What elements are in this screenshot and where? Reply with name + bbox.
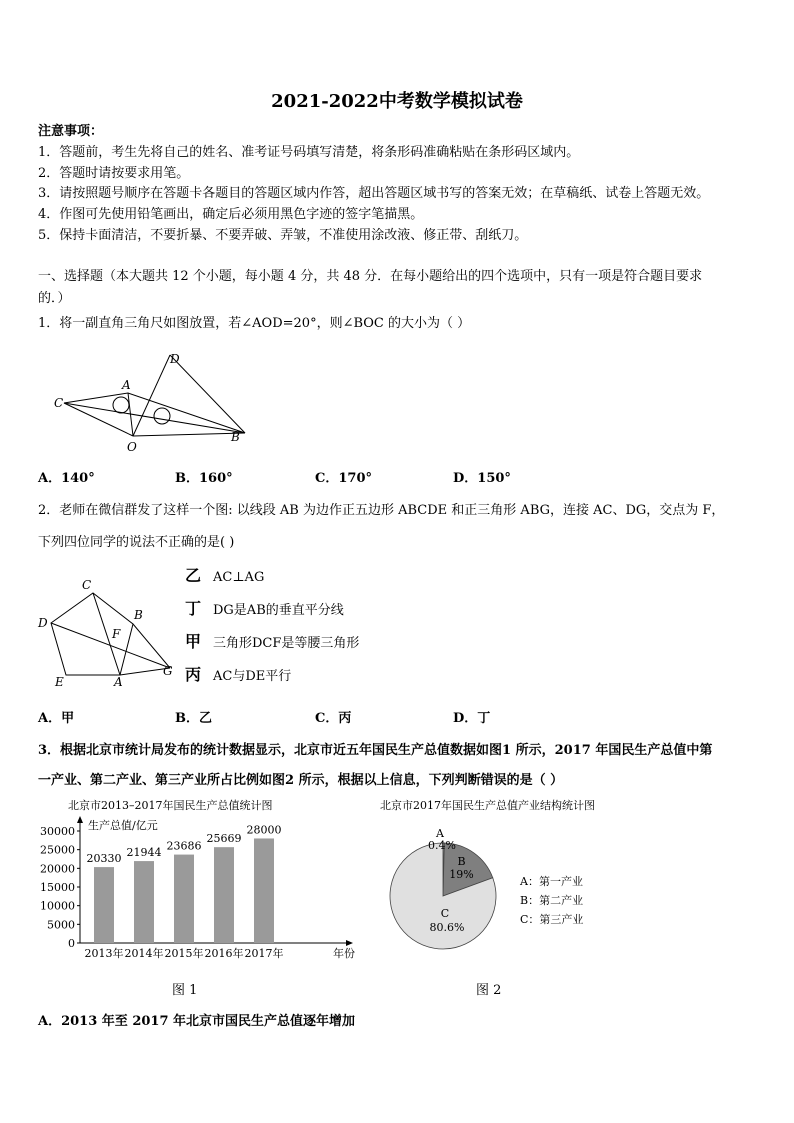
q1-option-b[interactable]: B．160° xyxy=(175,471,233,486)
q2-option-b[interactable]: B．乙 xyxy=(175,711,212,726)
bar xyxy=(254,838,274,943)
statement-bing xyxy=(185,662,291,685)
statement-yi xyxy=(185,563,264,586)
point-label-d: D xyxy=(38,616,48,630)
statement-jia xyxy=(185,629,359,652)
figure-2-caption: 图 2 xyxy=(476,983,502,998)
x-tick-label: 2017年 xyxy=(244,947,284,960)
question-3-text: 3．根据北京市统计局发布的统计数据显示，北京市近五年国民生产总值数据如图1 所示，2017 年国民生产总值中第 xyxy=(38,743,713,758)
slice-label: B xyxy=(457,855,466,869)
y-tick-label: 0 xyxy=(68,937,75,950)
point-label-d: D xyxy=(170,352,180,366)
notice-item: 4．作图可先使用铅笔画出，确定后必须用黑色字迹的签字笔描黑。 xyxy=(38,207,424,222)
point-label-a: A xyxy=(114,675,123,689)
figure-1-caption: 图 1 xyxy=(172,983,198,998)
q2-option-d[interactable]: D．丁 xyxy=(453,711,491,726)
bar xyxy=(214,847,234,943)
statement-name: 乙 xyxy=(185,566,202,585)
statement-name: 甲 xyxy=(185,632,202,651)
point-label-b: B xyxy=(231,430,240,444)
bar-value-label: 28000 xyxy=(246,823,282,837)
q1-option-d[interactable]: D．150° xyxy=(453,471,511,486)
q2-option-a[interactable]: A．甲 xyxy=(38,711,75,726)
y-tick-label: 25000 xyxy=(40,843,75,857)
bar xyxy=(174,855,194,943)
q2-option-c[interactable]: C．丙 xyxy=(315,711,352,726)
legend-entry: C：第三产业 xyxy=(520,913,584,926)
bar-value-label: 23686 xyxy=(166,839,202,853)
point-label-c: C xyxy=(82,578,92,592)
slice-label: A xyxy=(436,827,444,840)
point-label-e: E xyxy=(55,675,64,689)
point-label-c: C xyxy=(54,396,64,410)
notice-item: 5．保持卡面清洁，不要折暴、不要弄破、弄皱，不准使用涂改液、修正带、刮纸刀。 xyxy=(38,228,528,243)
x-tick-label: 2016年 xyxy=(204,947,244,960)
notice-heading: 注意事项： xyxy=(38,124,104,139)
bar-value-label: 21944 xyxy=(126,846,162,860)
question-1-text: 1．将一副直角三角尺如图放置，若∠AOD=20°，则∠BOC 的大小为（ ） xyxy=(38,316,471,331)
statement-text: AC⊥AG xyxy=(213,570,265,585)
slice-value-label: 80.6% xyxy=(429,921,465,934)
notice-item: 1．答题前，考生先将自己的姓名、准考证号码填写清楚，将条形码准确粘贴在条形码区域内。 xyxy=(38,145,580,160)
y-axis-arrow xyxy=(77,816,83,823)
statement-name: 丙 xyxy=(185,665,202,684)
page-title: 2021-2022中考数学模拟试卷 xyxy=(271,91,523,112)
q1-option-a[interactable]: A．140° xyxy=(38,471,95,486)
point-label-b: B xyxy=(134,608,143,622)
question-2-text: 2．老师在微信群发了这样一个图: 以线段 AB 为边作正五边形 ABCDE 和正三角形 ABG，连接 AC、DG，交点为 F， xyxy=(38,503,725,518)
section-heading-cont: 的．） xyxy=(38,291,71,306)
bar-value-label: 25669 xyxy=(206,832,242,846)
x-tick-label: 2013年 xyxy=(84,947,124,960)
slice-label: C xyxy=(440,907,450,920)
q2-pentagon-figure xyxy=(38,580,183,680)
slice-value-label: 19% xyxy=(449,868,474,882)
slice-value-label: 0.4% xyxy=(428,839,456,852)
statement-ding xyxy=(185,596,344,619)
bar xyxy=(134,861,154,943)
y-tick-label: 15000 xyxy=(40,881,75,894)
x-axis-label: 年份 xyxy=(333,947,355,960)
y-tick-label: 30000 xyxy=(40,825,75,838)
q3-option-a[interactable]: A．2013 年至 2017 年北京市国民生产总值逐年增加 xyxy=(38,1014,356,1029)
bar-value-label: 20330 xyxy=(86,852,122,866)
x-axis-arrow xyxy=(346,940,353,946)
section-heading: 一、选择题（本大题共 12 个小题，每小题 4 分，共 48 分．在每小题给出的四个选项中，只有一项是符合题目要求 xyxy=(38,269,703,284)
statement-name: 丁 xyxy=(185,599,202,618)
statement-text: 三角形DCF是等腰三角形 xyxy=(213,636,360,651)
point-label-f: F xyxy=(112,627,121,641)
notice-item: 2．答题时请按要求用笔。 xyxy=(38,166,190,181)
q1-option-c[interactable]: C．170° xyxy=(315,471,372,486)
bar xyxy=(94,867,114,943)
point-label-g: G xyxy=(163,664,173,678)
statement-text: DG是AB的垂直平分线 xyxy=(213,603,344,618)
y-axis-label: 生产总值/亿元 xyxy=(88,819,158,832)
pie-chart xyxy=(370,795,630,970)
legend-entry: A：第一产业 xyxy=(520,875,583,888)
chart-title: 北京市2017年国民生产总值产业结构统计图 xyxy=(380,799,595,812)
chart-title: 北京市2013–2017年国民生产总值统计图 xyxy=(68,799,273,812)
question-2-text-cont: 下列四位同学的说法不正确的是( ) xyxy=(38,535,235,550)
y-tick-label: 20000 xyxy=(40,862,75,876)
notice-item: 3．请按照题号顺序在答题卡各题目的答题区域内作答，超出答题区域书写的答案无效；在草稿纸、试卷上答题无效。 xyxy=(38,186,710,201)
point-label-o: O xyxy=(127,440,137,454)
question-3-text-cont: 一产业、第二产业、第三产业所占比例如图2 所示，根据以上信息，下列判断错误的是（ ） xyxy=(38,773,564,788)
y-tick-label: 5000 xyxy=(47,918,75,932)
bar-chart xyxy=(30,795,370,970)
q1-triangle-figure xyxy=(50,348,250,458)
x-tick-label: 2014年 xyxy=(124,947,164,960)
statement-text: AC与DE平行 xyxy=(213,669,292,684)
point-label-a: A xyxy=(122,378,131,392)
y-tick-label: 10000 xyxy=(40,899,75,913)
x-tick-label: 2015年 xyxy=(164,947,204,960)
legend-entry: B：第二产业 xyxy=(520,894,584,907)
